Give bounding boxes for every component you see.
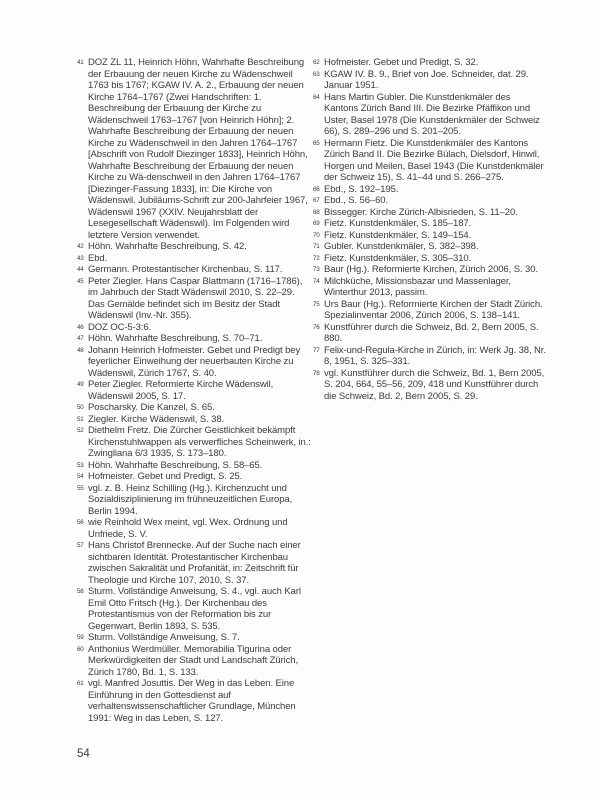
endnote-text: Milchküche, Missionsbazar und Massenlager, Winterthur 2013, passim. (324, 275, 511, 298)
endnote (313, 345, 547, 368)
endnote-number: 71 (313, 243, 320, 250)
endnote (77, 253, 313, 265)
endnote-text: Kunstführer durch die Schweiz, Bd. 2, Bern 2005, S. 880. (324, 321, 539, 344)
endnote-text: Diethelm Fretz. Die Zürcher Geistlichkeit bekämpft Kirchenstuhlwappen als verwerfliches Scheinwerk, in.: Zwingliana 6/3 1935, S. 173–180. (88, 425, 311, 459)
endnote (313, 57, 547, 69)
endnote (313, 92, 547, 138)
endnote-text: vgl. Kunstführer durch die Schweiz, Bd. 1, Bern 2005, S. 204, 664, 55–56, 209, 418 und Kunstführer durch die Schweiz, Bd. 2, Bern 2005, S. 29. (324, 367, 545, 402)
endnote (313, 276, 547, 299)
endnote-number: 61 (77, 680, 84, 687)
endnote-text: Gubler. Kunstdenkmäler, S. 382–398. (324, 241, 479, 252)
endnote-text: Ebd., S. 56–60. (324, 195, 388, 206)
endnote (77, 460, 313, 472)
endnote (313, 207, 547, 219)
endnote-number: 60 (77, 645, 84, 653)
endnote-number: 59 (77, 634, 84, 641)
endnote-number: 53 (77, 461, 84, 469)
endnote-text: Ziegler. Kirche Wädenswil, S. 38. (88, 413, 225, 425)
endnote-text: Hermann Fietz. Die Kunstdenkmäler des Kantons Zürich Band II. Die Bezirke Bülach, Dielsdorf, Hinwil, Horgen und Meilen, Basel 1943 (Die Kunstdenkmäler der Schweiz 15), S. 41–44 und S. 266–275. (324, 137, 544, 183)
endnote (77, 586, 313, 632)
endnote (313, 218, 547, 230)
endnote (313, 241, 547, 253)
endnote-number: 49 (77, 381, 84, 388)
endnote-number: 52 (77, 427, 84, 434)
endnote-text: Ebd. (88, 252, 108, 264)
endnote-text: Baur (Hg.). Reformierte Kirchen, Zürich 2006, S. 30. (324, 264, 538, 275)
endnote (77, 483, 313, 518)
endnote-number: 69 (313, 220, 320, 227)
endnote (77, 241, 313, 253)
endnote-number: 44 (77, 266, 84, 273)
endnote-text: Höhn. Wahrhafte Beschreibung, S. 58–65. (88, 459, 263, 471)
endnote (77, 57, 313, 241)
endnote-number: 42 (77, 243, 84, 250)
endnote (77, 471, 313, 483)
endnote-number: 72 (313, 254, 320, 262)
endnote (313, 322, 547, 345)
endnote-number: 74 (313, 277, 320, 285)
endnote-text: Hans Martin Gubler. Die Kunstdenkmäler des Kantons Zürich Band III. Die Bezirke Pfäffikon und Uster, Basel 1978 (Die Kunstdenkmäler der Schweiz 66), S. 289–296 und S. 201–205. (324, 91, 540, 137)
endnote-text: Urs Baur (Hg.). Reformierte Kirchen der Stadt Zürich. Spezialinventar 2006, Zürich 2006, S. 138–141. (324, 298, 543, 321)
endnote-text: Bissegger. Kirche Zürich-Albisrieden, S. 11–20. (324, 206, 518, 218)
endnote (77, 345, 313, 380)
endnote (313, 230, 547, 242)
endnote (77, 678, 313, 724)
endnote-number: 76 (313, 323, 320, 331)
endnote (77, 322, 313, 334)
endnotes-column-left (77, 57, 313, 724)
endnote-number: 48 (77, 346, 84, 354)
endnote-number: 73 (313, 266, 320, 273)
endnote-number: 47 (77, 335, 84, 342)
endnote (313, 138, 547, 184)
endnote (77, 333, 313, 345)
endnote-text: Johann Heinrich Hofmeister. Gebet und Predigt bey feyerlicher Einweihung der neuerbauten Kirche zu Wädenswil, Zürich 1767, S. 40. (88, 344, 301, 379)
endnote (313, 264, 547, 276)
endnote (77, 644, 313, 679)
endnote-text: Fietz. Kunstdenkmäler, S. 305–310. (324, 252, 472, 264)
endnote-text: wie Reinhold Wex meint, vgl. Wex. Ordnung und Unfriede, S. V. (88, 517, 288, 540)
endnote-text: Anthonius Werdmüller. Memorabilia Tigurina oder Merkwürdigkeiten der Stadt und Landschaft Zürich, Zürich 1780, Bd. 1, S. 133. (88, 643, 299, 678)
endnote-number: 46 (77, 323, 84, 331)
endnote-text: Hofmeister. Gebet und Predigt, S. 25. (88, 471, 243, 482)
endnote (313, 299, 547, 322)
endnotes-column-right (313, 57, 547, 724)
endnote (77, 379, 313, 402)
endnote-text: vgl. Manfred Josuttis. Der Weg in das Leben. Eine Einführung in den Gottesdienst auf verhaltenswissenschaftlicher Grundlage, München 1991: Weg in das Leben, S. 127. (88, 678, 296, 724)
endnote-number: 55 (77, 484, 84, 492)
endnote-number: 66 (313, 185, 320, 193)
endnote-number: 41 (77, 59, 84, 66)
endnote-number: 58 (77, 588, 84, 595)
endnote-number: 54 (77, 473, 84, 480)
endnote-number: 75 (313, 300, 320, 308)
endnote-number: 56 (77, 519, 84, 526)
endnote-number: 45 (77, 277, 84, 285)
endnote-number: 77 (313, 346, 320, 354)
endnote-number: 64 (313, 93, 320, 101)
endnote-number: 68 (313, 208, 320, 216)
endnote (313, 195, 547, 207)
endnote-text: Höhn. Wahrhafte Beschreibung, S. 42. (88, 241, 247, 252)
endnote-number: 67 (313, 197, 320, 204)
endnote-number: 62 (313, 59, 320, 66)
endnote-number: 50 (77, 404, 84, 411)
endnote (77, 264, 313, 276)
endnote-text: Fietz. Kunstdenkmäler, S. 149–154. (324, 229, 472, 241)
endnote-text: Peter Ziegler. Reformierte Kirche Wädenswil, Wädenswil 2005, S. 17. (88, 379, 274, 402)
endnote-text: Germann. Protestantischer Kirchenbau, S. 117. (88, 264, 283, 275)
endnote (77, 402, 313, 414)
endnote-text: vgl. z. B. Heinz Schilling (Hg.). Kirchenzucht und Sozialdisziplinierung im frühneuzeitlichen Europa, Berlin 1994. (88, 482, 293, 517)
endnote-number: 65 (313, 139, 320, 147)
endnote-text: Peter Ziegler. Hans Caspar Blattmann (1716–1786), im Jahrbuch der Stadt Wädenswil 2010, S. 22–29. Das Gemälde befindet sich im Besitz der Stadt Wädenswil (Inv.-Nr. 355). (88, 275, 303, 321)
endnote-text: KGAW IV. B. 9., Brief von Joe. Schneider, dat. 29. Januar 1951. (324, 68, 529, 91)
endnote (313, 368, 547, 403)
endnote-number: 70 (313, 231, 320, 239)
endnote (77, 414, 313, 426)
endnote-number: 63 (313, 70, 320, 78)
endnote (313, 184, 547, 196)
endnote-text: Sturm. Vollständige Anweisung, S. 4., vgl. auch Karl Emil Otto Fritsch (Hg.). Der Kirchenbau des Protestantismus von der Reformation bis zur Gegenwart, Berlin 1893, S. 535. (88, 586, 301, 632)
endnote (313, 253, 547, 265)
endnote (77, 425, 313, 460)
endnote (313, 69, 547, 92)
endnote-number: 57 (77, 542, 84, 549)
endnotes-section (77, 57, 547, 724)
endnote-text: Höhn. Wahrhafte Beschreibung, S. 70–71. (88, 333, 263, 344)
endnote-text: Poscharsky. Die Kanzel, S. 65. (88, 402, 215, 413)
endnote-number: 51 (77, 415, 84, 423)
endnote-text: Hans Christof Brennecke. Auf der Suche nach einer sichtbaren Identität. Protestantischer Kirchenbau zwischen Sakralität und Profanität, in: Zeitschrift für Theologie und Kirche 107, 2010, S. 37. (88, 540, 301, 586)
endnote-text: Ebd., S. 192–195. (324, 183, 399, 195)
endnote-number: 43 (77, 254, 84, 262)
endnote-text: Sturm. Vollständige Anweisung, S. 7. (88, 632, 240, 643)
endnote-text: Felix-und-Regula-Kirche in Zürich, in: Werk Jg. 38, Nr. 8, 1951, S. 325–331. (324, 344, 546, 367)
endnote (77, 632, 313, 644)
endnote-text: DOZ OC-5-3:6. (88, 321, 152, 333)
endnote-text: Hofmeister. Gebet und Predigt, S. 32. (324, 57, 479, 68)
endnote (77, 276, 313, 322)
endnote-text: Fietz. Kunstdenkmäler, S. 185–187. (324, 218, 472, 229)
endnote (77, 517, 313, 540)
page-number: 54 (77, 748, 90, 760)
endnote-number: 78 (313, 369, 320, 377)
endnote (77, 540, 313, 586)
endnote-text: DOZ ZL 11, Heinrich Höhn, Wahrhafte Beschreibung der Erbauung der neuen Kirche zu Wädenschweil 1763 bis 1767; KGAW IV. A. 2., Erbauung der neuen Kirche 1764–1767 (Zwei Handschriften: 1. Beschreibung der Erbauung der Kirche zu Wädenschweil 1763–1767 [von Heinrich Höhn]; 2. Wahrhafte Beschreibung der Erbauung der neuen Kirche zu Wädenschweil in den Jahren 1764–1767 [Abschrift von Rudolf Diezinger 1833], Heinrich Höhn, Wahrhafte Beschreibung der Erbauung der neuen Kirche zu Wä-denschweil in den Jahren 1764–1767 [Diezinger-Fassung 1833], in: Die Kirche von Wädenswil. Jubiläums-Schrift zur 200-Jahrfeier 1967, Wädenswil 1967 (XXIV. Neujahrsblatt der Lesegesellschaft Wädenswil). Im Folgenden wird letztere Version verwendet. (88, 57, 308, 241)
